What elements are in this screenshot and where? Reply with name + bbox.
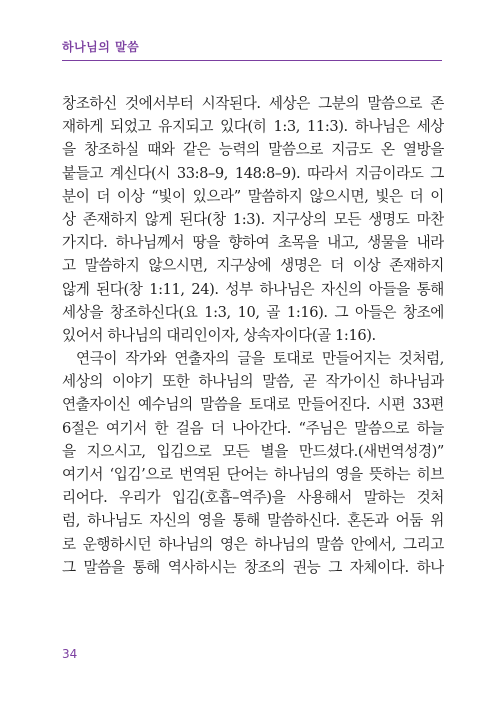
text-line: 그 말씀을 통해 역사하시는 창조의 권능 그 자체이다. 하나	[62, 558, 444, 576]
text-line: 연출자이신 예수님의 말씀을 토대로 만들어진다. 시편 33편	[62, 396, 444, 414]
text-line: 연극이 작가와 연출자의 글을 토대로 만들어지는 것처럼,	[76, 350, 444, 368]
text-line: 고 말씀하지 않으시면, 지구상에 생명은 더 이상 존재하지	[62, 257, 444, 275]
header-rule	[62, 60, 442, 61]
text-line: 붙들고 계신다(시 33:8–9, 148:8–9). 따라서 지금이라도 그	[62, 164, 444, 182]
text-line: 세상의 이야기 또한 하나님의 말씀, 곧 작가이신 하나님과	[62, 373, 444, 391]
text-line: 가지다. 하나님께서 땅을 향하여 초목을 내고, 생물을 내라	[62, 234, 444, 252]
body-text	[62, 92, 444, 579]
text-line: 6절은 여기서 한 걸음 더 나아간다. “주님은 말씀으로 하늘	[62, 419, 444, 437]
text-line: 않게 된다(창 1:11, 24). 성부 하나님은 자신의 아들을 통해	[62, 280, 444, 298]
text-line: 로 운행하시던 하나님의 영은 하나님의 말씀 안에서, 그리고	[62, 535, 444, 553]
text-line: 럼, 하나님도 자신의 영을 통해 말씀하신다. 혼돈과 어둠 위	[62, 512, 444, 530]
running-header: 하나님의 말씀	[62, 40, 140, 54]
text-line: 상 존재하지 않게 된다(창 1:3). 지구상의 모든 생명도 마찬	[62, 210, 444, 228]
text-line: 을 지으시고, 입김으로 모든 별을 만드셨다.(새번역성경)”	[62, 442, 444, 460]
text-line: 여기서 ‘입김’으로 번역된 단어는 하나님의 영을 뜻하는 히브	[62, 466, 444, 483]
text-line: 있어서 하나님의 대리인이자, 상속자이다(골 1:16).	[62, 326, 376, 344]
text-line: 세상을 창조하신다(요 1:3, 10, 골 1:16). 그 아들은 창조에	[62, 303, 444, 321]
text-line: 을 창조하실 때와 같은 능력의 말씀으로 지금도 온 열방을	[62, 141, 444, 159]
text-line: 창조하신 것에서부터 시작된다. 세상은 그분의 말씀으로 존	[62, 95, 444, 112]
page-number: 34	[62, 647, 78, 661]
text-line: 리어다. 우리가 입김(호흡–역주)을 사용해서 말하는 것처	[62, 489, 444, 507]
text-line: 분이 더 이상 “빛이 있으라” 말씀하지 않으시면, 빛은 더 이	[62, 187, 444, 205]
text-line: 재하게 되었고 유지되고 있다(히 1:3, 11:3). 하나님은 세상	[62, 118, 444, 136]
